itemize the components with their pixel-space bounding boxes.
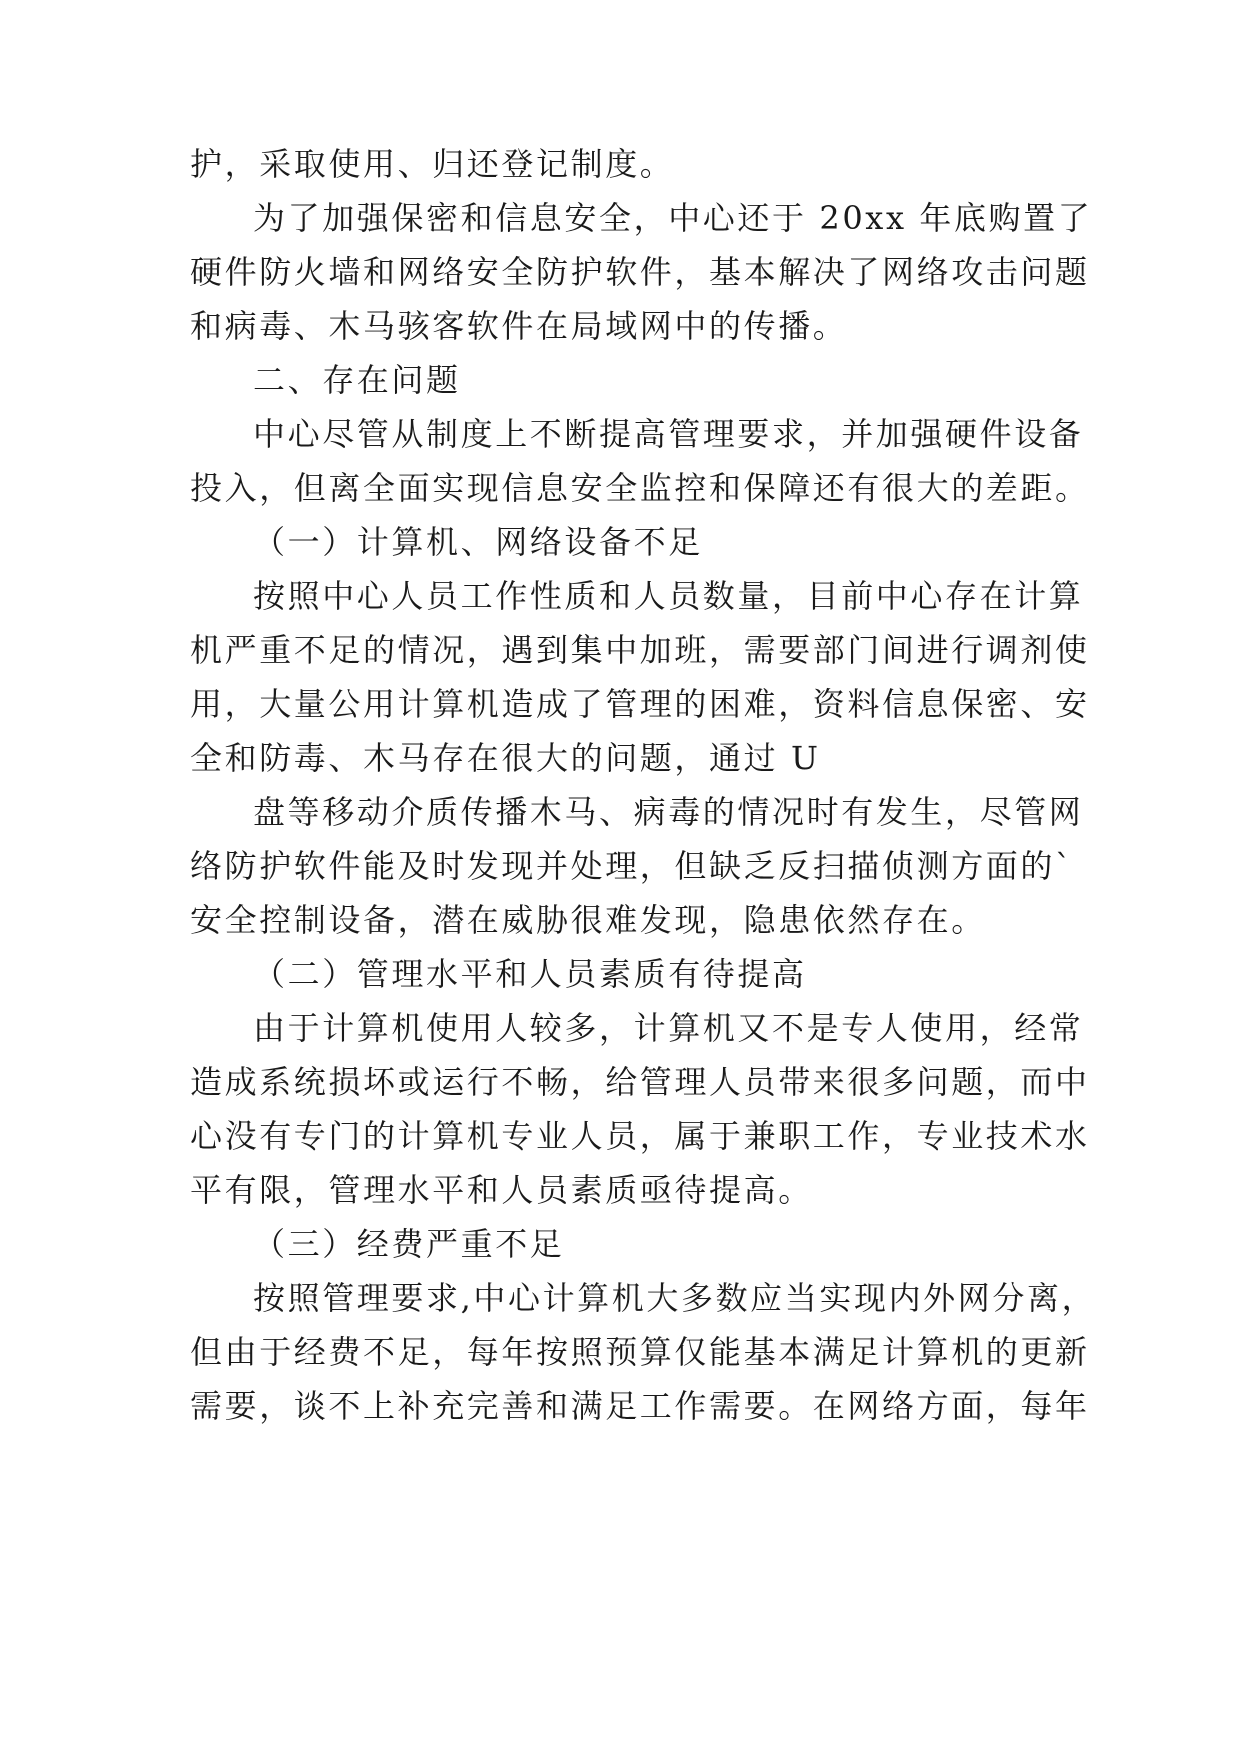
section-heading: 二、存在问题	[253, 361, 461, 399]
paragraph-first-line: 为了加强保密和信息安全，中心还于 20xx 年底购置了	[253, 199, 1093, 237]
paragraph-first-line: 由于计算机使用人较多，计算机又不是专人使用，经常	[253, 1009, 1084, 1047]
paragraph-first-line: 盘等移动介质传播木马、病毒的情况时有发生，尽管网	[253, 793, 1084, 831]
text-line: 平有限，管理水平和人员素质亟待提高。	[190, 1171, 813, 1209]
text-line: 全和防毒、木马存在很大的问题，通过 U	[190, 739, 821, 777]
text-line: 安全控制设备，潜在威胁很难发现，隐患依然存在。	[190, 901, 986, 939]
subsection-heading: （二）管理水平和人员素质有待提高	[253, 955, 807, 993]
text-line: 造成系统损坏或运行不畅，给管理人员带来很多问题，而中	[190, 1063, 1090, 1101]
text-line: 需要，谈不上补充完善和满足工作需要。在网络方面，每年	[190, 1387, 1090, 1425]
paragraph-first-line: 按照管理要求,中心计算机大多数应当实现内外网分离，	[253, 1279, 1097, 1317]
text-line: 用，大量公用计算机造成了管理的困难，资料信息保密、安	[190, 685, 1090, 723]
text-line: 护，采取使用、归还登记制度。	[190, 145, 675, 183]
paragraph-first-line: 按照中心人员工作性质和人员数量，目前中心存在计算	[253, 577, 1084, 615]
text-line: 络防护软件能及时发现并处理，但缺乏反扫描侦测方面的`	[190, 847, 1074, 885]
subsection-heading: （三）经费严重不足	[253, 1225, 565, 1263]
paragraph-first-line: 中心尽管从制度上不断提高管理要求，并加强硬件设备	[253, 415, 1084, 453]
text-line: 投入，但离全面实现信息安全监控和保障还有很大的差距。	[190, 469, 1090, 507]
text-line: 但由于经费不足，每年按照预算仅能基本满足计算机的更新	[190, 1333, 1090, 1371]
text-line: 心没有专门的计算机专业人员，属于兼职工作，专业技术水	[190, 1117, 1090, 1155]
text-line: 和病毒、木马骇客软件在局域网中的传播。	[190, 307, 848, 345]
subsection-heading: （一）计算机、网络设备不足	[253, 523, 703, 561]
text-line: 硬件防火墙和网络安全防护软件，基本解决了网络攻击问题	[190, 253, 1090, 291]
text-line: 机严重不足的情况，遇到集中加班，需要部门间进行调剂使	[190, 631, 1090, 669]
